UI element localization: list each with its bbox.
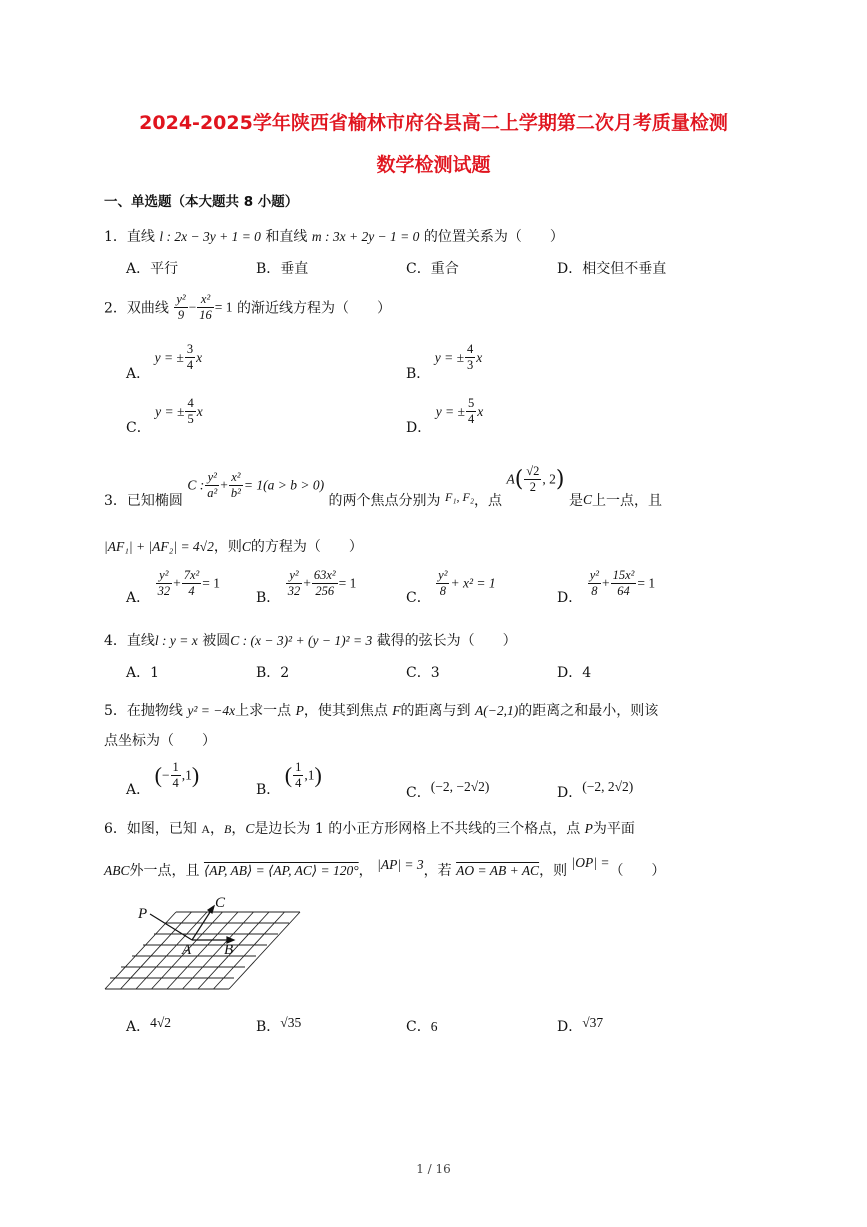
q6-ap-length: |AP| = 3 <box>377 857 424 872</box>
q4-line-equation: l : y = x <box>154 633 198 648</box>
question-5 <box>104 700 658 720</box>
q4-option-b[interactable]: B．2 <box>256 665 290 681</box>
document-title-line2: 数学检测试题 <box>376 154 491 176</box>
q1-option-a[interactable]: A．平行 <box>126 261 179 277</box>
q6-text-1: 如图，已知 <box>126 821 197 837</box>
q5-focus-f: F <box>392 703 401 718</box>
q3-text-5: 上一点，且 <box>591 492 662 509</box>
question-number: 1． <box>104 229 127 245</box>
q3-text-4: 是 <box>568 492 583 509</box>
figure-label-b: B <box>224 942 234 958</box>
page-number: 1 / 16 <box>416 1162 451 1176</box>
q5-text-4: 的距离与到 <box>400 703 471 719</box>
q5-text-3: ，使其到焦点 <box>303 703 388 719</box>
q2-option-a[interactable]: A． y = ± $\frac{3}{4}$ x <box>126 342 203 382</box>
q1-option-b[interactable]: B．垂直 <box>256 261 309 277</box>
q1-line-m-equation: m : 3x + 2y − 1 = 0 <box>311 229 420 244</box>
q6-comma: ， <box>210 821 225 837</box>
question-number: 3． <box>104 492 127 509</box>
q4-option-c[interactable]: C．3 <box>406 665 440 681</box>
q6-grid-figure <box>100 892 310 994</box>
q3-option-c[interactable]: C． $\frac{\text{y²}}{8}$ + x² = 1 <box>406 568 496 606</box>
q3-curve-c: C <box>582 491 592 507</box>
q6-op-length: |OP| = <box>571 855 610 870</box>
q3-text-7: 的方程为（ ） <box>250 539 363 555</box>
q1-option-d[interactable]: D．相交但不垂直 <box>557 261 667 277</box>
q6-text-4: 外一点，且 <box>129 863 200 879</box>
q6-ao-vector: AO = AB + AC <box>456 863 540 878</box>
q5-option-c[interactable]: C．(−2, −2√2) <box>406 779 490 801</box>
q6-angle-condition: ⟨AP, AB⟩ = ⟨AP, AC⟩ = 120° <box>203 863 359 878</box>
q6-text-5: ，若 <box>423 863 452 879</box>
question-3 <box>104 464 662 509</box>
q2-option-d[interactable]: D． y = ± $\frac{5}{4}$ x <box>406 396 484 436</box>
q3-text-1: 已知椭圆 <box>126 492 183 509</box>
q6-option-b[interactable]: B．√35 <box>256 1015 302 1035</box>
q2-equals-one: = 1 <box>214 299 233 315</box>
q4-circle-equation: C : (x − 3)² + (y − 1)² = 3 <box>230 633 373 648</box>
q2-text-1: 双曲线 <box>126 300 169 317</box>
q6-point-c: C <box>245 821 255 836</box>
q6-text-2: 是边长为 1 的小正方形网格上不共线的三个格点，点 <box>254 821 581 837</box>
q5-option-b[interactable]: B． ( $\frac{1}{4}$ ,1) <box>256 760 322 798</box>
question-6-line-2 <box>104 855 666 880</box>
question-3-line-2 <box>104 536 363 556</box>
q5-option-d[interactable]: D．(−2, 2√2) <box>557 779 634 801</box>
q4-text-1: 直线 <box>126 633 155 649</box>
q2-fraction-y: $\frac{\text{y²}}{9}$ <box>176 292 186 322</box>
q2-fraction-x: $\frac{\text{x²}}{16}$ <box>199 292 212 322</box>
question-number: 5． <box>104 703 127 719</box>
q6-comma: ， <box>358 863 373 879</box>
figure-label-p: P <box>138 906 148 922</box>
q3-foci: F₁, F₂ <box>444 490 474 504</box>
q4-text-2: 被圆 <box>202 633 231 649</box>
q6-text-7: （ ） <box>609 863 666 879</box>
q5-parabola-equation: y² = −4x <box>187 703 236 718</box>
question-number: 4． <box>104 633 127 649</box>
q1-line-l-equation: l : 2x − 3y + 1 = 0 <box>159 229 261 244</box>
figure-label-a: A <box>182 942 192 958</box>
q6-option-a[interactable]: A．4√2 <box>126 1015 172 1035</box>
q3-focal-sum: |AF₁| + |AF₂| = 4√2 <box>104 539 214 554</box>
figure-label-c: C <box>215 895 226 911</box>
q2-option-c[interactable]: C． y = ± $\frac{4}{5}$ x <box>126 396 203 436</box>
q3-option-d[interactable]: D． $\frac{\text{y²}}{8}$ + $\frac{\text{15x²}}{64}$ = 1 <box>557 568 656 606</box>
q5-option-a[interactable]: A． (− $\frac{1}{4}$ ,1) <box>126 760 200 798</box>
q3-option-a[interactable]: A． $\frac{\text{y²}}{32}$ + $\frac{\text{7x²}}{4}$ = 1 <box>126 568 220 606</box>
q4-option-d[interactable]: D．4 <box>557 665 592 681</box>
q1-option-c[interactable]: C．重合 <box>406 261 459 277</box>
q1-text-1: 直线 <box>126 229 155 245</box>
q1-text-2: 和直线 <box>265 229 308 245</box>
q2-text-2: 的渐近线方程为（ ） <box>237 300 391 317</box>
question-4 <box>104 630 517 650</box>
q1-text-3: 的位置关系为（ ） <box>423 229 564 245</box>
q6-option-c[interactable]: C．6 <box>406 1019 438 1035</box>
document-title-line1: 2024-2025学年陕西省榆林市府谷县高二上学期第二次月考质量检测 <box>139 112 728 134</box>
q5-point-p: P <box>295 703 304 718</box>
q6-comma: ， <box>231 821 246 837</box>
section-heading: 一、单选题（本大题共 8 小题） <box>104 194 299 210</box>
q2-option-b[interactable]: B． y = ± $\frac{4}{3}$ x <box>406 342 483 382</box>
q3-text-2: 的两个焦点分别为 <box>328 492 441 509</box>
q3-text-3: ，点 <box>474 492 502 509</box>
question-number: 2． <box>104 300 127 317</box>
q5-text-2: 上求一点 <box>235 703 292 719</box>
question-number: 6． <box>104 821 127 837</box>
q4-text-3: 截得的弦长为（ ） <box>376 633 517 649</box>
q6-plane-abc: ABC <box>104 863 130 878</box>
q6-point-b: B <box>224 822 232 836</box>
q5-text-5: 的距离之和最小，则该 <box>518 703 659 719</box>
question-1 <box>104 226 564 246</box>
q4-option-a[interactable]: A．1 <box>126 665 160 681</box>
question-5-line-2: 点坐标为（ ） <box>104 733 216 749</box>
q3-text-6: ，则 <box>213 539 242 555</box>
q6-text-3: 为平面 <box>592 821 635 837</box>
q6-point-p: P <box>584 821 593 836</box>
question-6 <box>104 818 635 838</box>
q6-text-6: ，则 <box>539 863 568 879</box>
q6-point-a: A <box>201 822 211 836</box>
q3-option-b[interactable]: B． $\frac{\text{y²}}{32}$ + $\frac{\text{63x²}}{256}$ = 1 <box>256 568 357 606</box>
question-2: 2．双曲线 $\frac{\text{y²}}{9}$ − $\frac{\text{x²}}{16}$ = 1 的渐近线方程为（ ） <box>104 292 391 322</box>
q5-point-a: A(−2,1) <box>475 703 519 718</box>
q6-option-d[interactable]: D．√37 <box>557 1015 604 1035</box>
q3-ellipse-equation: C : $\frac{\text{y²}}{\text{a²}}$ + $\frac{\text{x²}}{\text{b²}}$ = 1(a > b > 0) <box>187 470 325 500</box>
q3-curve-c-2: C <box>241 539 251 554</box>
q3-point-a: A( $\frac{√2}{2}$ , 2) <box>506 464 565 494</box>
q5-text-1: 在抛物线 <box>126 703 183 719</box>
